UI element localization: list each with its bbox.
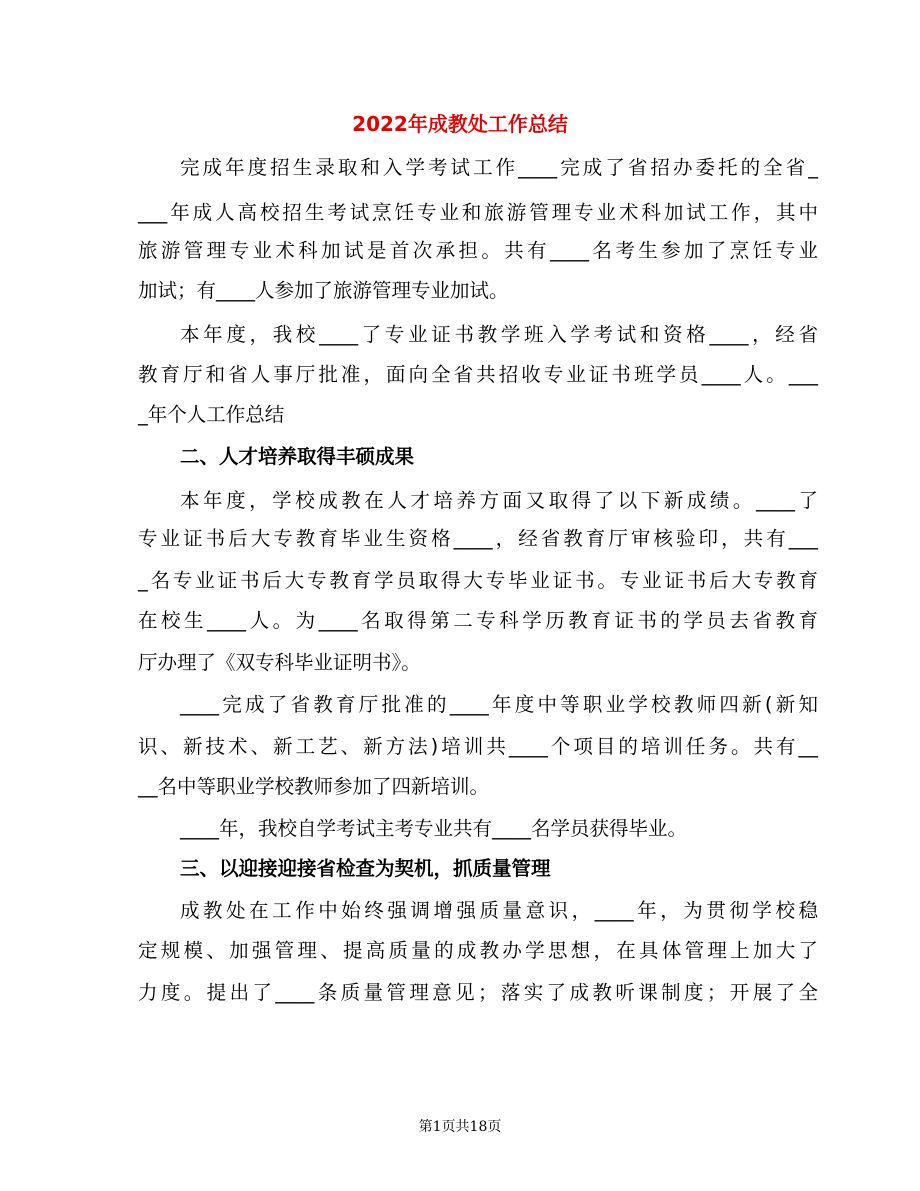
- paragraph-line: _名专业证书后大专教育学员取得大专毕业证书。专业证书后大专教育: [138, 569, 818, 592]
- paragraph-line: 在校生____人。为____名取得第二专科学历教育证书的学员去省教育: [138, 609, 818, 632]
- document-title: 2022年成教处工作总结: [352, 112, 568, 136]
- paragraph-line: 完成年度招生录取和入学考试工作____完成了省招办委托的全省_: [180, 156, 818, 179]
- paragraph-line: 识、新技术、新工艺、新方法)培训共____个项目的培训任务。共有__: [138, 735, 818, 758]
- paragraph-line: 旅游管理专业术科加试是首次承担。共有____名考生参加了烹饪专业: [138, 239, 818, 262]
- section-heading: 三、以迎接迎接省检查为契机，抓质量管理: [180, 857, 551, 880]
- paragraph-line: 本年度，学校成教在人才培养方面又取得了以下新成绩。____了: [180, 489, 818, 512]
- paragraph-line: __名中等职业学校教师参加了四新培训。: [138, 775, 490, 798]
- paragraph-line: 专业证书后大专教育毕业生资格____，经省教育厅审核验印，共有___: [138, 527, 818, 550]
- page-number-footer: 第1页共18页: [418, 1119, 502, 1135]
- paragraph-line: 加试；有____人参加了旅游管理专业加试。: [138, 279, 509, 302]
- paragraph-line: 教育厅和省人事厅批准，面向全省共招收专业证书班学员____人。___: [138, 363, 818, 386]
- paragraph-line: 定规模、加强管理、提高质量的成教办学思想，在具体管理上加大了: [138, 939, 818, 962]
- section-heading: 二、人才培养取得丰硕成果: [180, 445, 415, 468]
- paragraph-line: 成教处在工作中始终强调增强质量意识，____年，为贯彻学校稳: [180, 899, 818, 922]
- paragraph-line: ____完成了省教育厅批准的____年度中等职业学校教师四新(新知: [180, 693, 818, 716]
- paragraph-line: _年个人工作总结: [138, 403, 285, 426]
- paragraph-line: ___年成人高校招生考试烹饪专业和旅游管理专业术科加试工作，其中: [138, 201, 818, 224]
- paragraph-line: 力度。提出了____条质量管理意见；落实了成教听课制度；开展了全: [138, 981, 818, 1004]
- paragraph-line: 厅办理了《双专科毕业证明书》。: [138, 651, 421, 674]
- paragraph-line: ____年，我校自学考试主考专业共有____名学员获得毕业。: [180, 817, 688, 840]
- paragraph-line: 本年度，我校____了专业证书教学班入学考试和资格____，经省: [180, 323, 818, 346]
